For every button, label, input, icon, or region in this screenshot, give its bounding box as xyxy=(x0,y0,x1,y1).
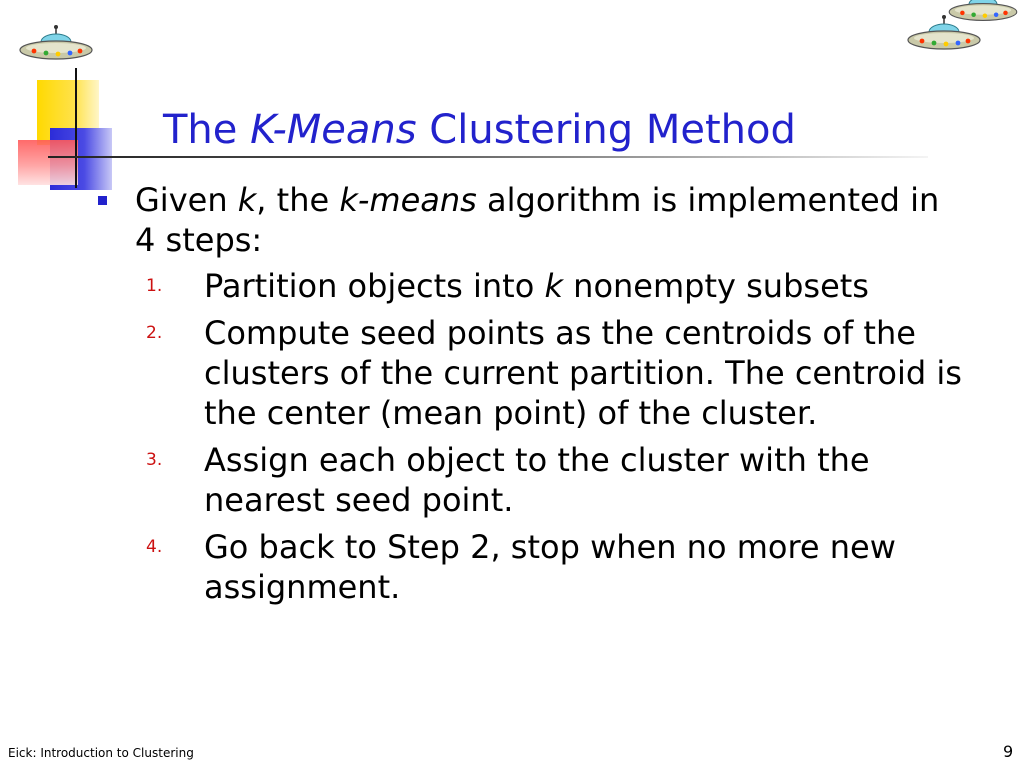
step-text: Go back to Step 2, stop when no more new assignment. xyxy=(204,528,896,606)
step-item xyxy=(96,527,966,607)
bullet-kmeans: k-means xyxy=(339,181,477,219)
bullet-text-3: algorithm is implemented in 4 steps: xyxy=(135,181,940,259)
vertical-rule xyxy=(75,68,77,188)
page-number: 9 xyxy=(1003,742,1014,761)
ufo-icon xyxy=(906,14,982,56)
step-text: Assign each object to the cluster with the nearest seed point. xyxy=(204,441,870,519)
red-square-decoration xyxy=(18,140,78,185)
step-text: Compute seed points as the centroids of the clusters of the current partition. The centroid is the center (mean point) of the cluster. xyxy=(204,314,962,432)
step-number: 3. xyxy=(146,450,163,470)
title-suffix: Clustering Method xyxy=(416,107,796,153)
square-bullet-icon xyxy=(98,196,107,205)
step-italic: k xyxy=(544,267,563,305)
step-number: 2. xyxy=(146,323,163,343)
title-underline-rule xyxy=(48,156,928,158)
step-item xyxy=(96,266,966,306)
title-emphasis: K-Means xyxy=(250,107,417,153)
main-bullet xyxy=(96,180,966,260)
ufo-icon xyxy=(18,24,94,66)
step-item xyxy=(96,440,966,520)
bullet-text-2: , the xyxy=(256,181,340,219)
steps-list xyxy=(96,266,966,607)
footer-caption: Eick: Introduction to Clustering xyxy=(8,746,194,760)
bullet-k: k xyxy=(237,181,257,219)
slide-title xyxy=(163,106,796,154)
slide-body xyxy=(96,180,966,614)
step-item xyxy=(96,313,966,433)
step-text-after: nonempty subsets xyxy=(562,267,869,305)
step-number: 4. xyxy=(146,537,163,557)
bullet-text-1: Given xyxy=(135,181,238,219)
title-prefix: The xyxy=(163,107,251,153)
step-number: 1. xyxy=(146,276,163,296)
step-text: Partition objects into xyxy=(204,267,545,305)
